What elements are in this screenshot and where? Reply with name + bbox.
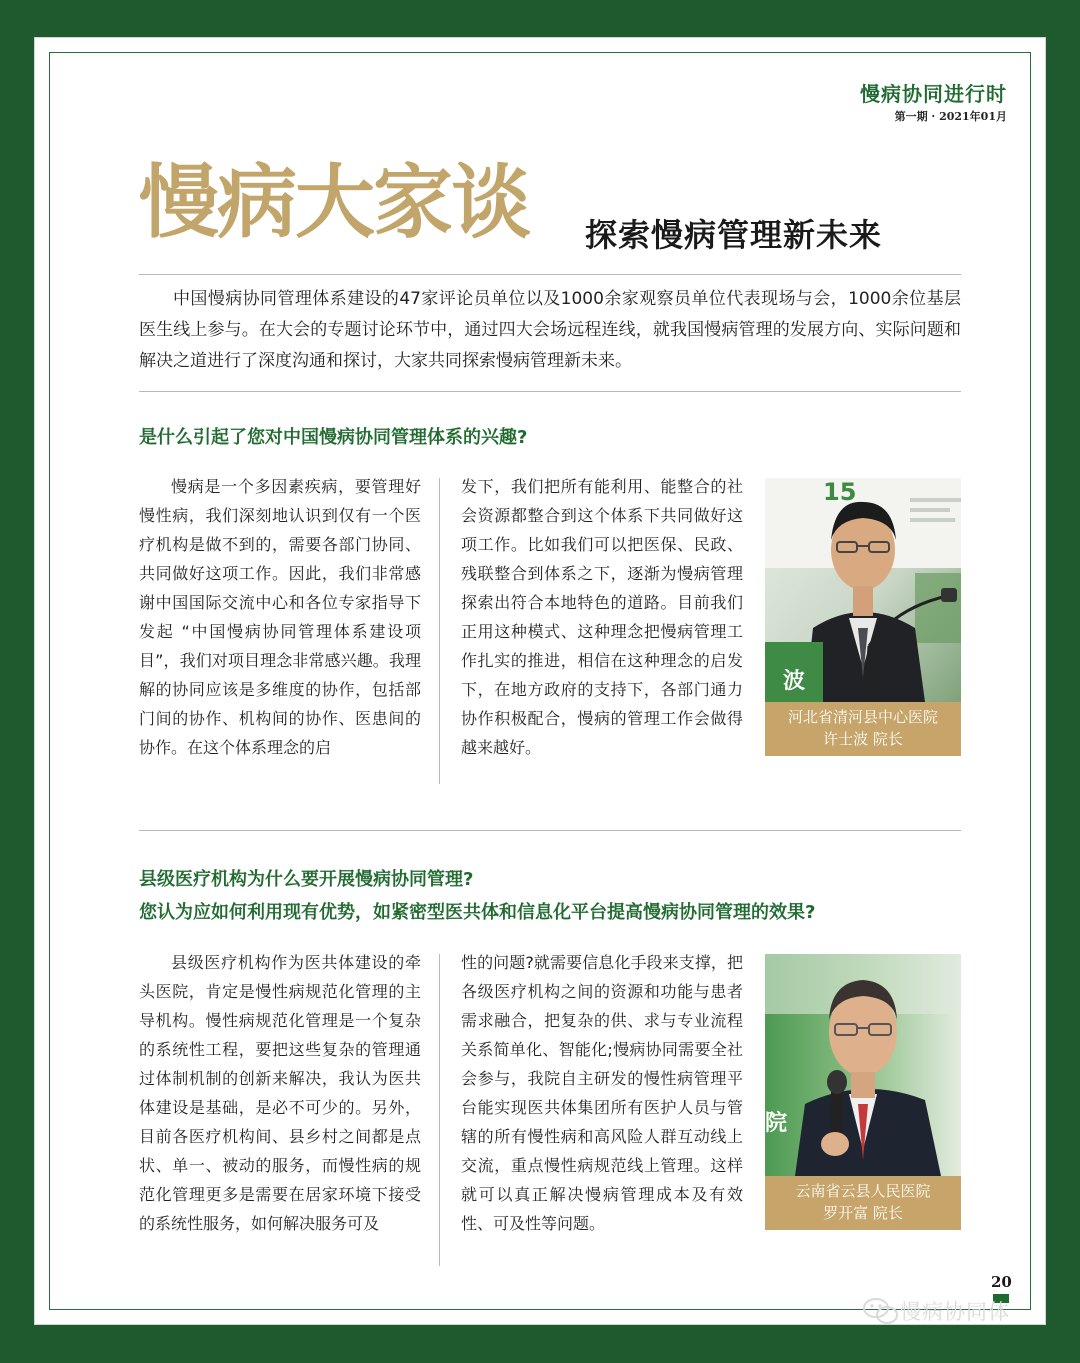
magazine-page [34, 37, 1046, 1325]
question-2b: 您认为应如何利用现有优势，如紧密型医共体和信息化平台提高慢病协同管理的效果? [139, 902, 816, 923]
article-title: 慢病大家谈 [139, 156, 529, 249]
speaker-caption-2 [765, 1176, 961, 1230]
page-number: 20 [991, 1273, 1012, 1291]
speaker-photo-2 [765, 954, 961, 1176]
divider [139, 830, 961, 831]
speaker-photo-card-1 [765, 478, 961, 756]
question-1: 是什么引起了您对中国慢病协同管理体系的兴趣? [139, 427, 528, 448]
issue-date: 第一期 · 2021年01月 [894, 110, 1007, 123]
speaker-1-organization: 河北省清河县中心医院 [787, 708, 938, 726]
magazine-title: 慢病协同进行时 [860, 82, 1007, 106]
speaker-2-name: 罗开富 院长 [823, 1204, 903, 1222]
portrait-illustration [765, 478, 961, 702]
question-2a: 县级医疗机构为什么要开展慢病协同管理? [139, 869, 474, 890]
wechat-icon [862, 1296, 900, 1326]
speaker-2-organization: 云南省云县人民医院 [795, 1182, 931, 1200]
article-subtitle: 探索慢病管理新未来 [585, 216, 883, 254]
intro-paragraph: 中国慢病协同管理体系建设的47家评论员单位以及1000余家观察员单位代表现场与会，1000余位基层医生线上参与。在大会的专题讨论环节中，通过四大会场远程连线，就我国慢病管理的发展方向、实际问题和解决之道进行了深度沟通和探讨，大家共同探索慢病管理新未来。 [139, 289, 961, 371]
watermark [862, 1296, 1010, 1326]
answer-1-column-2: 发下，我们把所有能利用、能整合的社会资源都整合到这个体系下共同做好这项工作。比如我们可以把医保、民政、残联整合到体系之下，逐渐为慢病管理探索出符合本地特色的道路。目前我们正用这种模式、这种理念把慢病管理工作扎实的推进，相信在这种理念的启发下，在地方政府的支持下，各部门通力协作积极配合，慢病的管理工作会做得越来越好。 [461, 477, 743, 757]
answer-1-column-1: 慢病是一个多因素疾病，要管理好慢性病，我们深刻地认识到仅有一个医疗机构是做不到的，需要各部门协同、共同做好这项工作。因此，我们非常感谢中国国际交流中心和各位专家指导下发起 “中国慢病协同管理体系建设项目”，我们对项目理念非常感兴趣。我理解的协同应该是多维度的协作，包括部门间的协作、机构间的协作、医患间的协作。在这个体系理念的启 [139, 477, 421, 757]
column-divider [439, 478, 440, 784]
speaker-caption-1 [765, 702, 961, 756]
portrait-illustration [765, 954, 961, 1176]
answer-2-column-1: 县级医疗机构作为医共体建设的牵头医院，肯定是慢性病规范化管理的主导机构。慢性病规范化管理是一个复杂的系统性工程，要把这些复杂的管理通过体制机制的创新来解决，我认为医共体建设是基础，是必不可少的。另外，目前各医疗机构间、县乡村之间都是点状、单一、被动的服务，而慢性病的规范化管理更多是需要在居家环境下接受的系统性服务，如何解决服务可及 [139, 953, 421, 1233]
divider [139, 274, 961, 275]
podium-sign-text: 波 [783, 669, 806, 694]
backdrop-number-text: 15 [823, 478, 857, 506]
speaker-photo-1 [765, 478, 961, 702]
divider [139, 391, 961, 392]
watermark-text: 慢病协同体 [900, 1300, 1010, 1324]
speaker-photo-card-2 [765, 954, 961, 1230]
column-divider [439, 954, 440, 1266]
backdrop-sign-text: 院 [765, 1111, 788, 1136]
speaker-1-name: 许士波 院长 [823, 730, 903, 748]
answer-2-column-2: 性的问题?就需要信息化手段来支撑，把各级医疗机构之间的资源和功能与患者需求融合，把复杂的供、求与专业流程关系简单化、智能化;慢病协同需要全社会参与，我院自主研发的慢性病管理平台能实现医共体集团所有医护人员与管辖的所有慢性病和高风险人群互动线上交流，重点慢性病规范线上管理。这样就可以真正解决慢病管理成本及有效性、可及性等问题。 [461, 953, 743, 1233]
